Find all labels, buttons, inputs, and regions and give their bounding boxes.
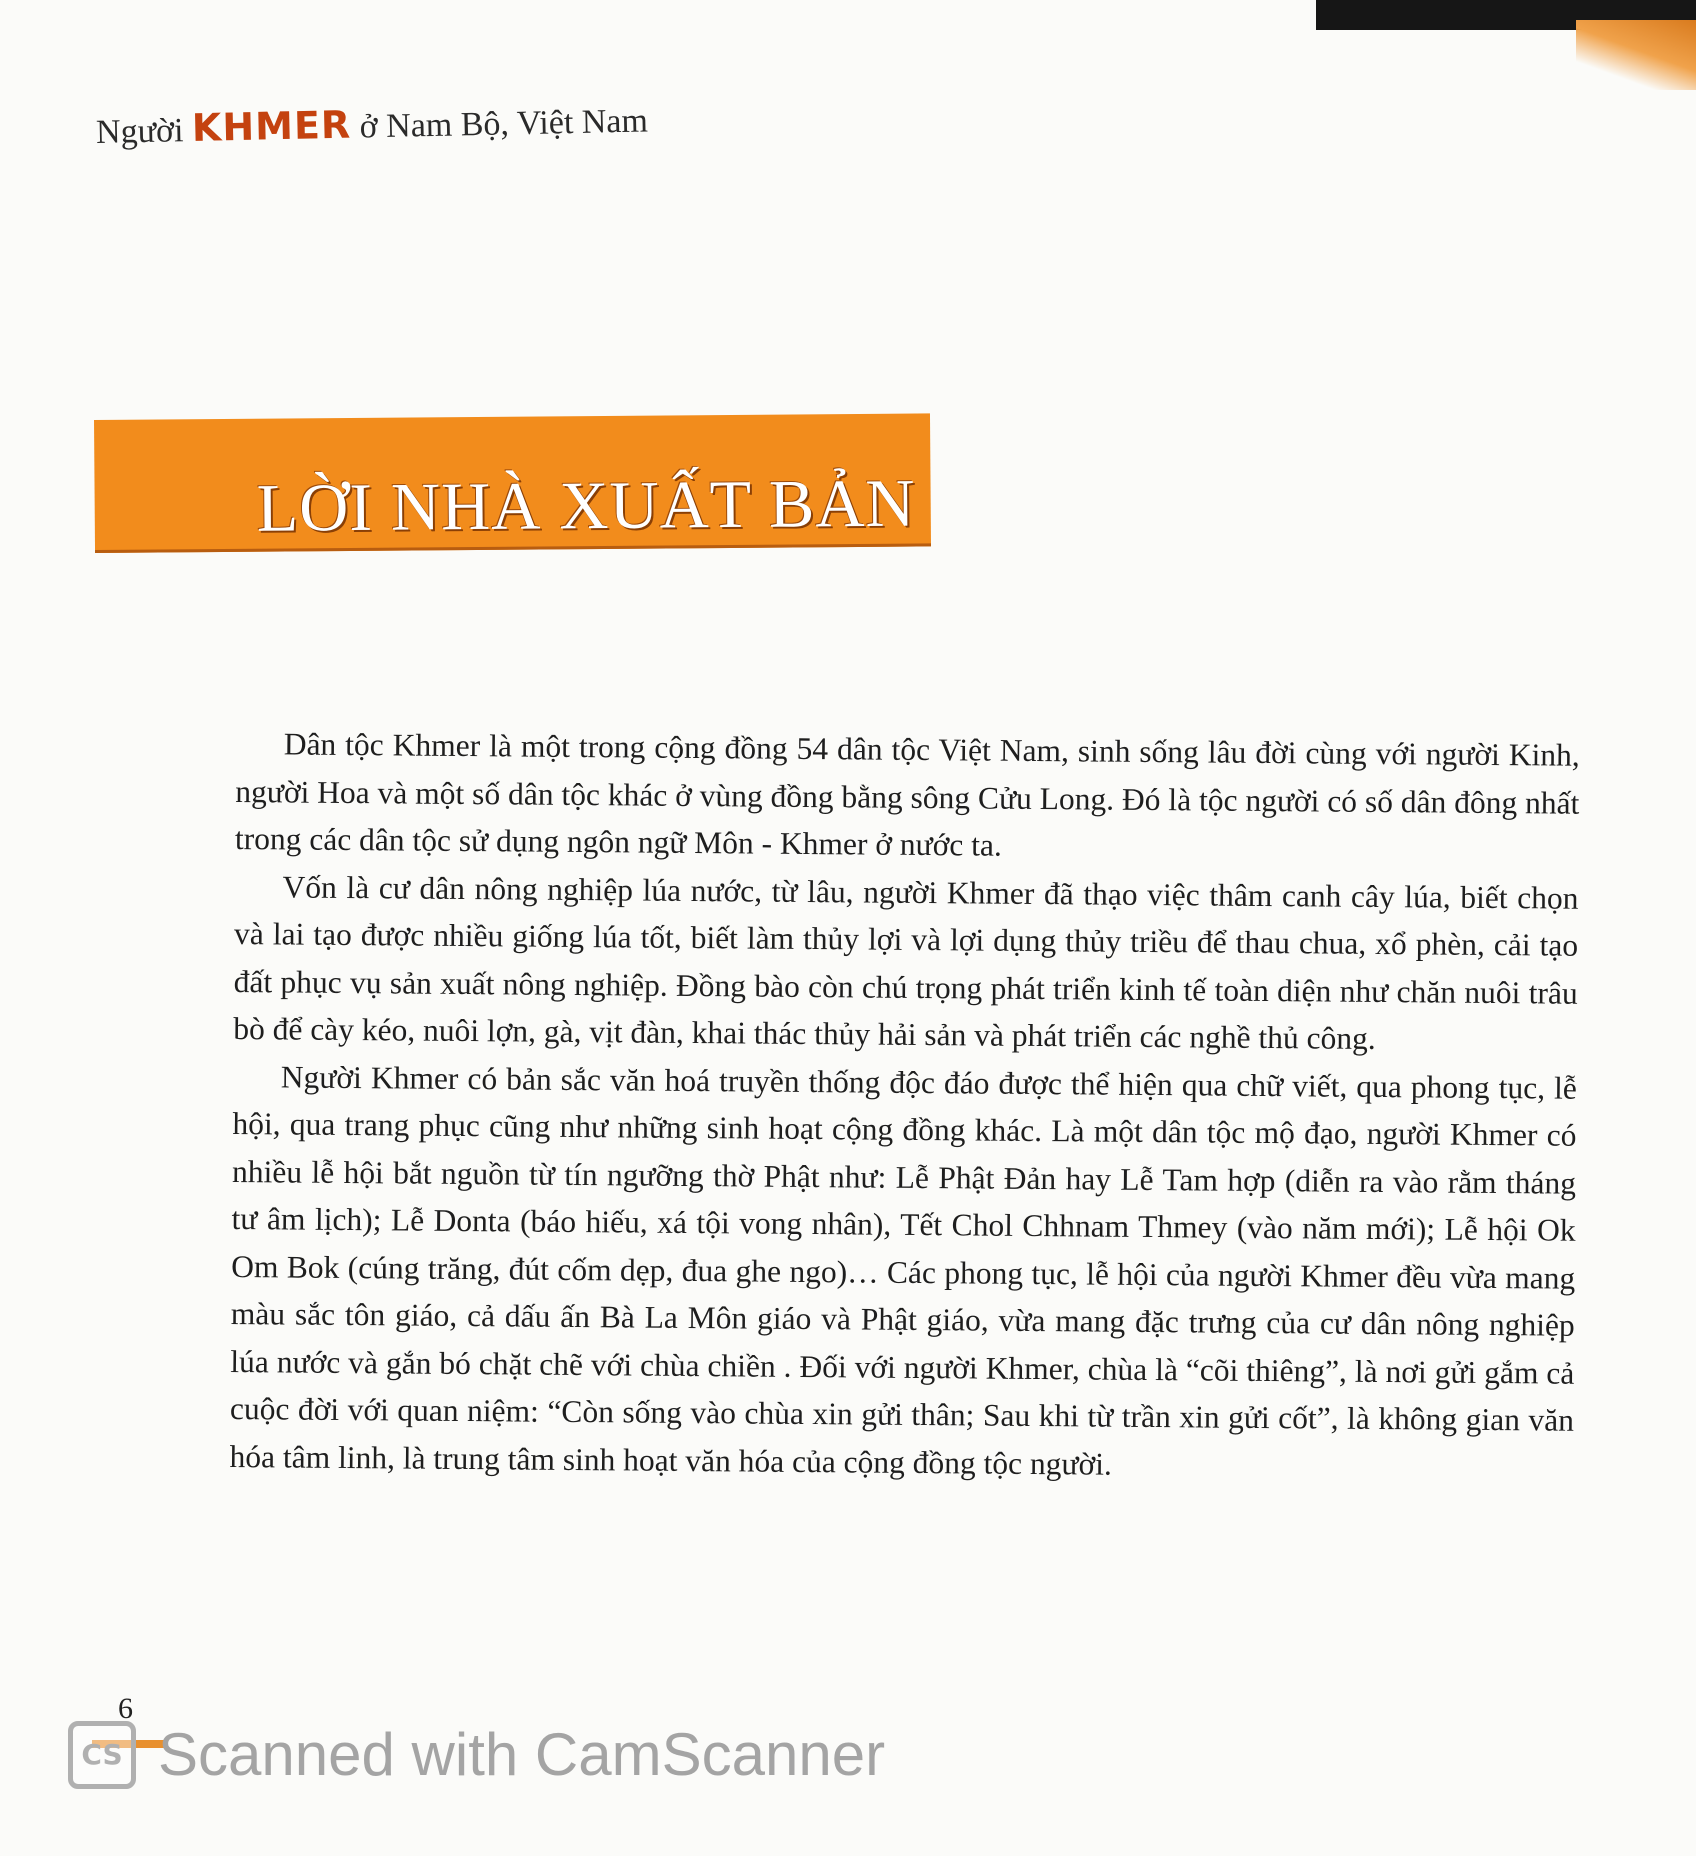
paragraph: Người Khmer có bản sắc văn hoá truyền thống độc đáo được thể hiện qua chữ viết, qua phong tục, lễ hội, qua trang phục cũng như những sinh hoạt cộng đồng khác. Là một dân tộc mộ đạo, người Khmer có nhiều lễ hội bắt nguồn từ tín ngưỡng thờ Phật như: Lễ Phật Đản hay Lễ Tam hợp (diễn ra vào rằm tháng tư âm lịch); Lễ Donta (báo hiếu, xá tội vong nhân), Tết Chol Chhnam Thmey (vào năm mới); Lễ hội Ok Om Bok (cúng trăng, đút cốm dẹp, đua ghe ngo)… Các phong tục, lễ hội của người Khmer đều vừa mang màu sắc tôn giáo, cả dấu ấn Bà La Môn giáo và Phật giáo, vừa mang đặc trưng của cư dân nông nghiệp lúa nước và gắn bó chặt chẽ với chùa chiền . Đối với người Khmer, chùa là “cõi thiêng”, là nơi gửi gắm cả cuộc đời với quan niệm: “Còn sống vào chùa xin gửi thân; Sau khi từ trần xin gửi cốt”, là không gian văn hóa tâm linh, là trung tâm sinh hoạt văn hóa của cộng đồng tộc người. <box>229 1058 1577 1482</box>
watermark-text: Scanned with CamScanner <box>158 1721 886 1788</box>
page-number: 6 <box>118 1692 133 1725</box>
header-suffix: ở Nam Bộ, Việt Nam <box>359 102 649 146</box>
running-header <box>96 96 649 152</box>
title-banner <box>94 413 931 553</box>
header-prefix: Người <box>95 112 184 151</box>
header-khmer-highlight: KHMER <box>191 102 352 150</box>
body-text <box>229 720 1580 1492</box>
paragraph: Vốn là cư dân nông nghiệp lúa nước, từ lâu, người Khmer đã thạo việc thâm canh cây lúa, biết chọn và lai tạo được nhiều giống lúa tốt, biết làm thủy lợi và lợi dụng thủy triều để thau chua, xổ phèn, cải tạo đất phục vụ sản xuất nông nghiệp. Đồng bào còn chú trọng phát triển kinh tế toàn diện như chăn nuôi trâu bò để cày kéo, nuôi lợn, gà, vịt đàn, khai thác thủy hải sản và phát triển các nghề thủ công. <box>233 868 1579 1056</box>
paragraph: Dân tộc Khmer là một trong cộng đồng 54 dân tộc Việt Nam, sinh sống lâu đời cùng với người Kinh, người Hoa và một số dân tộc khác ở vùng đồng bằng sông Cửu Long. Đó là tộc người có số dân đông nhất trong các dân tộc sử dụng ngôn ngữ Môn - Khmer ở nước ta. <box>234 726 1580 863</box>
page-corner-accent <box>1576 20 1696 90</box>
scanner-watermark <box>68 1720 885 1789</box>
page-title: LỜI NHÀ XUẤT BẢN <box>256 464 916 546</box>
camscanner-logo-icon: CS <box>68 1721 136 1789</box>
